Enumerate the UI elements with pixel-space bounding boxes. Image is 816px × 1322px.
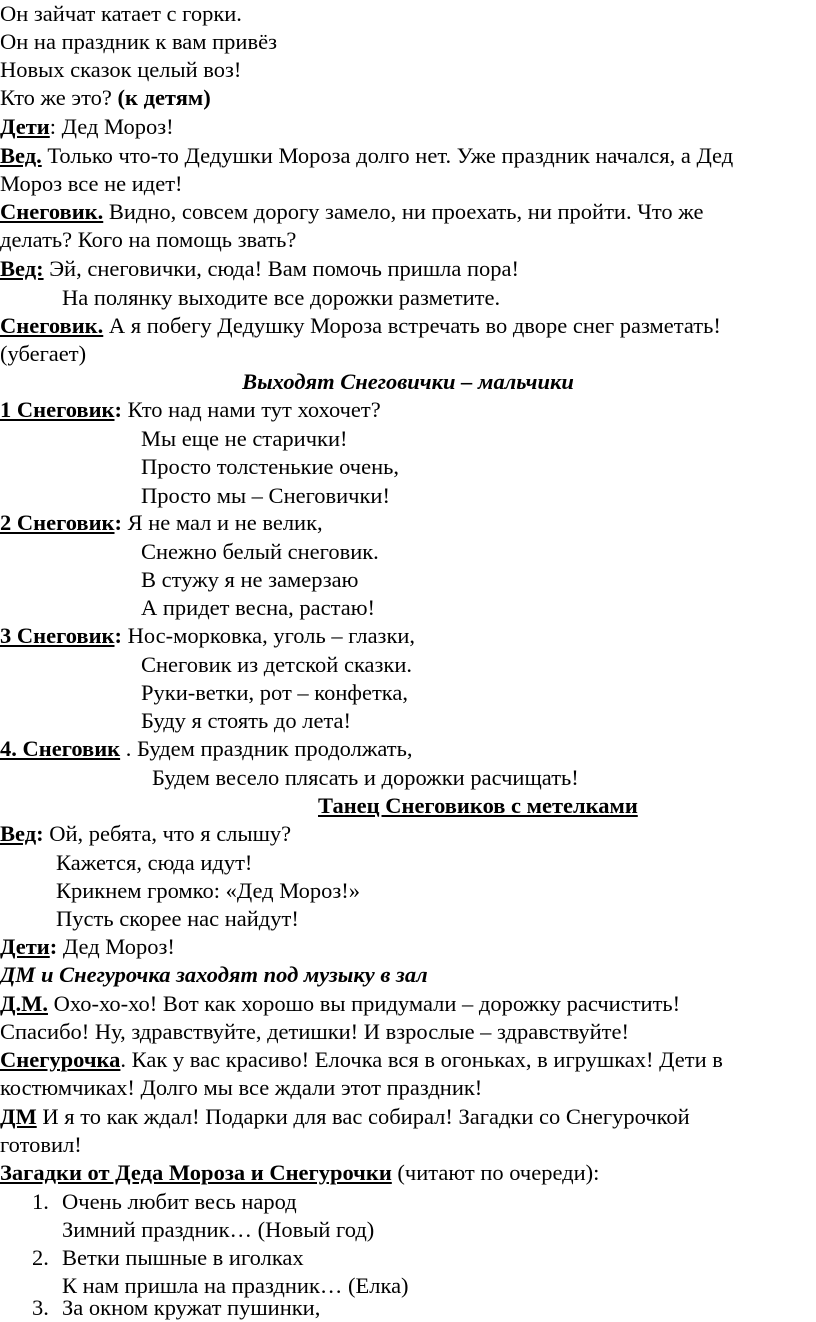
- colon: :: [114, 623, 122, 648]
- dialogue-line: [0, 113, 174, 141]
- verse-line: Пусть скорее нас найдут!: [56, 906, 299, 931]
- verse-line: Будем весело плясать и дорожки расчищать!: [152, 765, 579, 790]
- dialogue-line: [0, 142, 733, 170]
- speech-text: Эй, снеговички, сюда! Вам помочь пришла пора!: [43, 256, 520, 281]
- dialogue-line: [0, 820, 291, 848]
- dialogue-line: [0, 1103, 690, 1131]
- verse-line: Нос-морковка, уголь – глазки,: [127, 623, 416, 648]
- verse-line: Крикнем громко: «Дед Мороз!»: [56, 878, 361, 903]
- verse-line: А придет весна, растаю!: [141, 595, 376, 620]
- speaker-label: Вед: [0, 821, 37, 846]
- speaker-label: Д.М.: [0, 991, 48, 1016]
- dialogue-line: [0, 735, 413, 763]
- speaker-label: 1 Снеговик: [0, 397, 115, 422]
- section-heading: [0, 1159, 599, 1187]
- list-number: 2.: [32, 1245, 49, 1270]
- text-line: Он зайчат катает с горки.: [0, 1, 242, 26]
- section-heading: Выходят Снеговички – мальчики: [242, 369, 574, 394]
- list-number: 1.: [32, 1189, 49, 1214]
- list-item: Зимний праздник… (Новый год): [62, 1217, 375, 1242]
- speech-text: Видно, совсем дорогу замело, ни проехать, ни пройти. Что же: [103, 199, 704, 224]
- dialogue-line: [0, 312, 721, 340]
- stage-direction: ДМ и Снегурочка заходят под музыку в зал: [0, 962, 428, 987]
- text-line: готовил!: [0, 1132, 82, 1157]
- list-item: К нам пришла на праздник… (Елка): [62, 1273, 409, 1298]
- list-item: За окном кружат пушинки,: [62, 1295, 321, 1320]
- dialogue-line: [0, 622, 415, 650]
- dialogue-line: [0, 255, 519, 283]
- speaker-label: Дети: [0, 114, 50, 139]
- verse-line: Кто над нами тут хохочет?: [127, 397, 381, 422]
- verse-line: Я не мал и не велик,: [127, 510, 323, 535]
- verse-line: Мы еще не старички!: [141, 426, 348, 451]
- speech-text: : Дед Мороз!: [49, 114, 174, 139]
- speaker-label: 4. Снеговик: [0, 736, 121, 761]
- text-line: Спасибо! Ну, здравствуйте, детишки! И взрослые – здравствуйте!: [0, 1019, 629, 1044]
- dialogue-line: [0, 933, 175, 961]
- speech-text: . Как у вас красиво! Елочка вся в огоньках, в игрушках! Дети в: [120, 1047, 723, 1072]
- text: Кто же это?: [0, 85, 118, 110]
- speech-text: Дед Мороз!: [57, 934, 175, 959]
- text-line: На полянку выходите все дорожки разметите.: [62, 285, 501, 310]
- colon: :: [49, 934, 58, 959]
- verse-line: В стужу я не замерзаю: [141, 567, 359, 592]
- text-line: делать? Кого на помощь звать?: [0, 227, 297, 252]
- text-line: Новых сказок целый воз!: [0, 57, 242, 82]
- colon: :: [114, 397, 122, 422]
- colon: :: [36, 821, 44, 846]
- speaker-label: Вед.: [0, 143, 42, 168]
- verse-line: Руки-ветки, рот – конфетка,: [141, 680, 408, 705]
- verse-line: Просто толстенькие очень,: [141, 454, 400, 479]
- speaker-label: ДМ: [0, 1104, 37, 1129]
- verse-line: Кажется, сюда идут!: [56, 850, 253, 875]
- dialogue-line: [0, 396, 381, 424]
- list-item: Ветки пышные в иголках: [62, 1245, 304, 1270]
- verse-line: Снежно белый снеговик.: [141, 539, 379, 564]
- dialogue-line: [0, 509, 323, 537]
- text-line: (убегает): [0, 341, 87, 366]
- riddles-note: (читают по очереди):: [391, 1160, 600, 1185]
- verse-line: Снеговик из детской сказки.: [141, 652, 413, 677]
- section-heading: Танец Снеговиков с метелками: [318, 793, 638, 818]
- dialogue-line: [0, 990, 680, 1018]
- speaker-label: Снеговик.: [0, 199, 104, 224]
- colon: :: [114, 510, 122, 535]
- dialogue-line: [0, 1046, 723, 1074]
- speaker-label: Дети: [0, 934, 50, 959]
- speaker-label: Вед:: [0, 256, 44, 281]
- speech-text: И я то как ждал! Подарки для вас собирал! Загадки со Снегурочкой: [36, 1104, 690, 1129]
- verse-line: . Будем праздник продолжать,: [120, 736, 413, 761]
- text-line: [0, 84, 211, 112]
- verse-line: Просто мы – Снеговички!: [141, 483, 390, 508]
- stage-direction: (к детям): [117, 85, 211, 110]
- list-item: Очень любит весь народ: [62, 1189, 297, 1214]
- speech-text: Только что-то Дедушки Мороза долго нет. Уже праздник начался, а Дед: [41, 143, 734, 168]
- list-number: 3.: [32, 1295, 49, 1320]
- riddles-heading: Загадки от Деда Мороза и Снегурочки: [0, 1160, 392, 1185]
- text-line: костюмчиках! Долго мы все ждали этот праздник!: [0, 1075, 483, 1100]
- speaker-label: 2 Снеговик: [0, 510, 115, 535]
- speaker-label: Снегурочка: [0, 1047, 121, 1072]
- verse-line: Буду я стоять до лета!: [141, 708, 352, 733]
- speaker-label: Снеговик.: [0, 313, 104, 338]
- text-line: Он на праздник к вам привёз: [0, 29, 277, 54]
- dialogue-line: [0, 198, 703, 226]
- speaker-label: 3 Снеговик: [0, 623, 115, 648]
- text-line: Мороз все не идет!: [0, 171, 183, 196]
- verse-line: Ой, ребята, что я слышу?: [49, 821, 292, 846]
- speech-text: А я побегу Дедушку Мороза встречать во дворе снег разметать!: [103, 313, 721, 338]
- speech-text: Охо-хо-хо! Вот как хорошо вы придумали – дорожку расчистить!: [47, 991, 681, 1016]
